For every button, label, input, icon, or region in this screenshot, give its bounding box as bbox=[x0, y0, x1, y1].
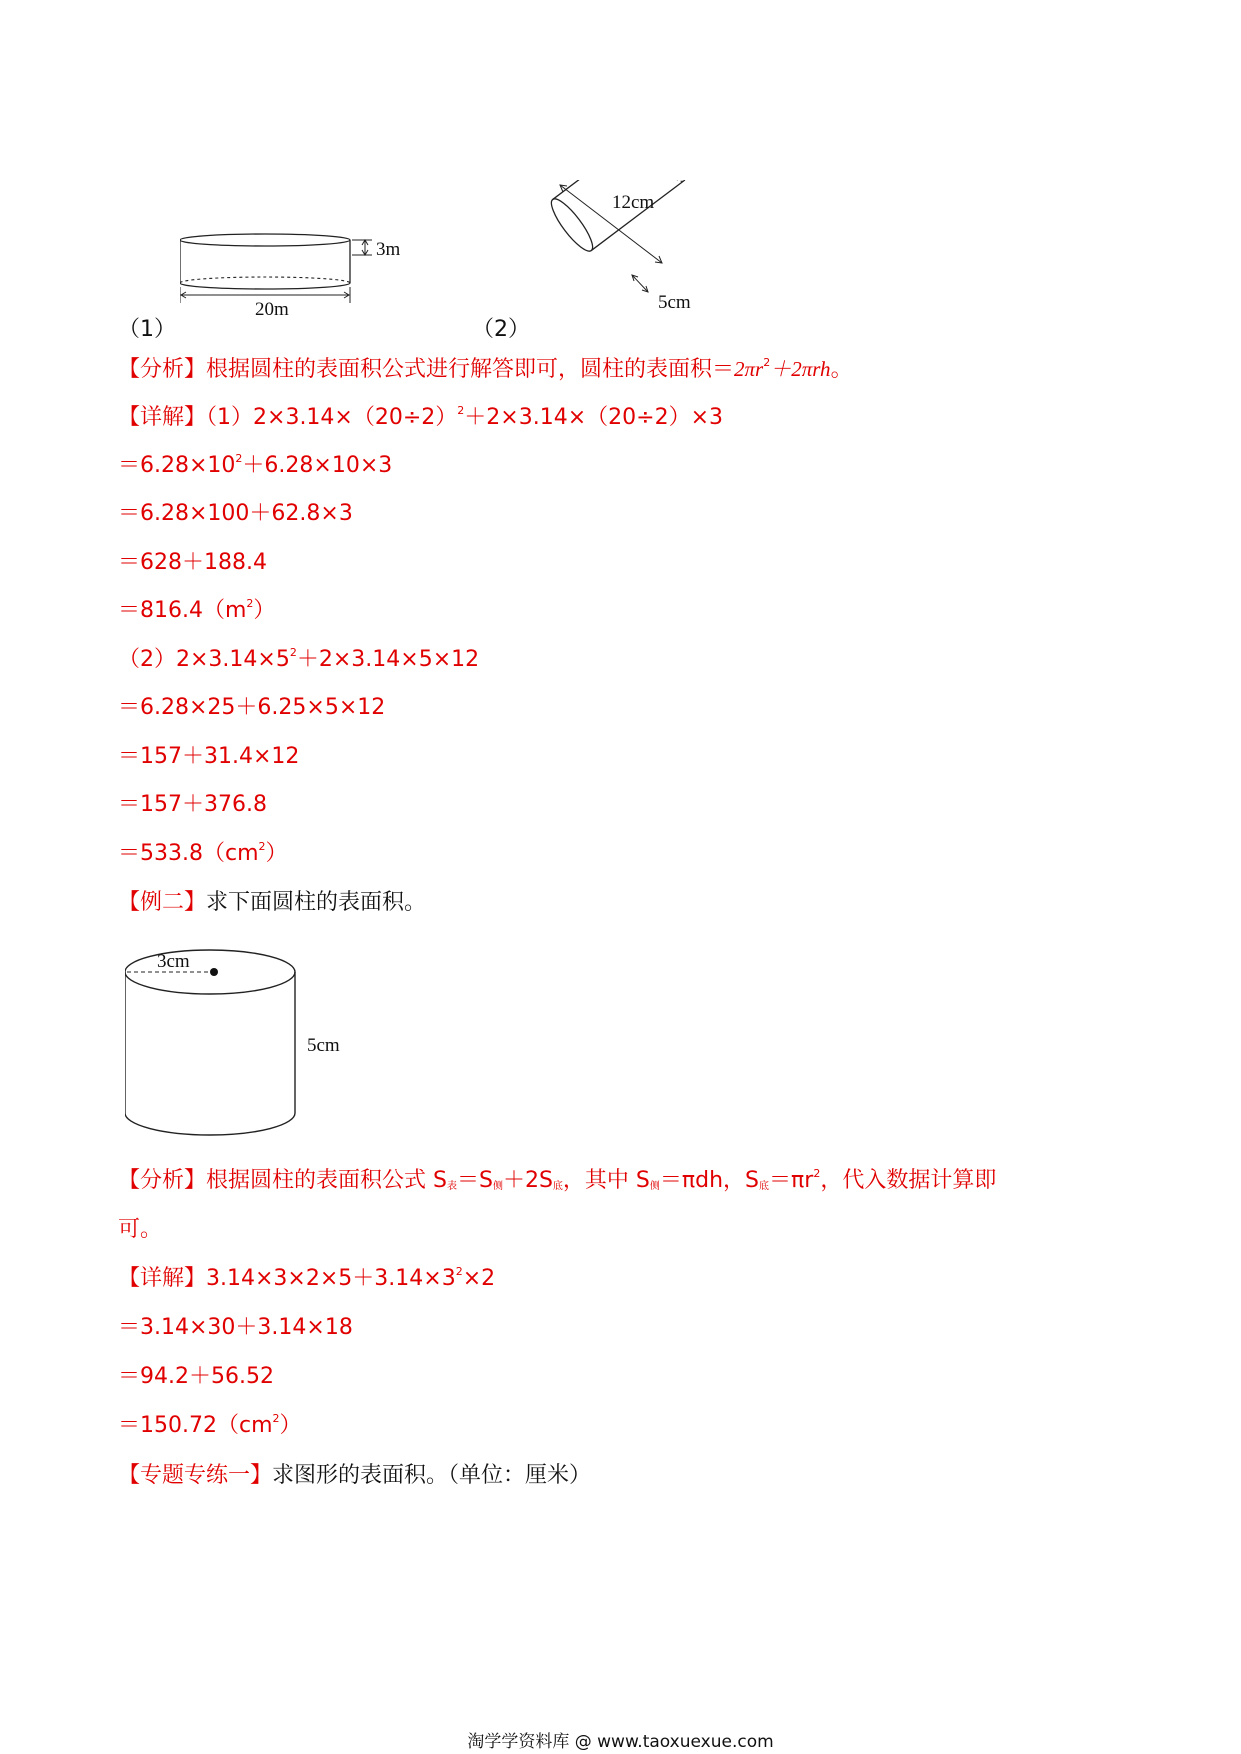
ex2-sub-di: 底 bbox=[552, 1181, 563, 1192]
fig3-height-label: 5cm bbox=[307, 1035, 340, 1056]
ex1-p1-line5 bbox=[118, 596, 275, 626]
ex2-analysis-t7: ，代入数据计算即 bbox=[820, 1168, 997, 1193]
ex2-analysis-t4: ，其中 S bbox=[562, 1168, 650, 1193]
ex1-p1-line1-sq: 2 bbox=[457, 404, 465, 417]
ex1-p2-line3: ＝157＋31.4×12 bbox=[118, 744, 300, 769]
ex2-detail-line4-sq: 2 bbox=[272, 1412, 280, 1425]
ex1-p2-line1b: ＋2×3.14×5×12 bbox=[296, 647, 480, 672]
fig3-radius-label: 3cm bbox=[157, 951, 190, 972]
ex1-formula-part2: ＋2πrh bbox=[770, 357, 831, 381]
ex1-p1-line2b: ＋6.28×10×3 bbox=[242, 453, 393, 478]
ex2-detail-line4 bbox=[118, 1411, 302, 1441]
ex1-p2-line2: ＝6.28×25＋6.25×5×12 bbox=[118, 695, 386, 720]
ex1-p2-line5 bbox=[118, 839, 288, 869]
ex1-p2-line5a: ＝533.8（cm bbox=[118, 841, 259, 866]
ex2-analysis-t1: 根据圆柱的表面积公式 S bbox=[206, 1168, 447, 1193]
ex1-p1-line2a: ＝6.28×10 bbox=[118, 453, 236, 478]
ex1-p1-line4: ＝628＋188.4 bbox=[118, 550, 267, 575]
ex1-p1-line2 bbox=[118, 451, 392, 481]
practice-tag: 【专题专练一】 bbox=[118, 1463, 273, 1488]
figure-2-cylinder bbox=[540, 180, 710, 320]
ex1-p1-line5-sq: 2 bbox=[246, 597, 254, 610]
practice-line bbox=[118, 1461, 591, 1491]
ex1-p2-line1a: （2）2×3.14×5 bbox=[118, 647, 290, 672]
ex1-p2-line1 bbox=[118, 645, 479, 675]
ex2-sub-biao: 表 bbox=[446, 1181, 457, 1192]
ex2-analysis-tag: 【分析】 bbox=[118, 1168, 207, 1193]
figure-1-cylinder bbox=[180, 225, 420, 320]
ex2-analysis-t5: ＝πdh，S bbox=[659, 1168, 760, 1193]
ex1-analysis-text: 根据圆柱的表面积公式进行解答即可，圆柱的表面积＝ bbox=[206, 357, 735, 382]
fig1-height-label: 3m bbox=[376, 239, 401, 260]
ex1-p1-line1a: （1）2×3.14×（20÷2） bbox=[206, 405, 458, 430]
ex2-detail-line1b: ×2 bbox=[462, 1266, 496, 1291]
ex2-analysis-t2: ＝S bbox=[456, 1168, 493, 1193]
ex2-detail-line3: ＝94.2＋56.52 bbox=[118, 1364, 274, 1389]
ex1-formula-part1: 2πr bbox=[734, 357, 764, 381]
practice-text: 求图形的表面积。（单位：厘米） bbox=[272, 1463, 592, 1488]
fig1-number: （1） bbox=[118, 317, 176, 342]
ex1-detail-tag: 【详解】 bbox=[118, 405, 207, 430]
ex1-p1-line5b: ） bbox=[253, 598, 276, 623]
ex1-analysis bbox=[118, 354, 853, 385]
ex1-formula-sq: 2 bbox=[763, 356, 771, 369]
ex2-detail-line4a: ＝150.72（cm bbox=[118, 1413, 273, 1438]
ex2-analysis-line1 bbox=[118, 1166, 996, 1196]
ex1-analysis-end: 。 bbox=[830, 357, 853, 382]
ex1-p1-line2-sq: 2 bbox=[235, 452, 243, 465]
ex1-p2-line4: ＝157＋376.8 bbox=[118, 792, 267, 817]
ex2-question-line bbox=[118, 888, 426, 918]
ex1-p1-line3: ＝6.28×100＋62.8×3 bbox=[118, 501, 353, 526]
ex2-detail-line2: ＝3.14×30＋3.14×18 bbox=[118, 1315, 353, 1340]
ex2-detail-line4b: ） bbox=[279, 1413, 302, 1438]
fig2-length-label: 12cm bbox=[612, 192, 655, 213]
ex1-p2-line5b: ） bbox=[265, 841, 288, 866]
footer-watermark: 淘学学资料库 @ www.taoxuexue.com bbox=[467, 1732, 774, 1752]
ex2-detail-tag: 【详解】 bbox=[118, 1266, 207, 1291]
ex2-analysis-t6: ＝πr bbox=[769, 1168, 814, 1193]
ex2-tag: 【例二】 bbox=[118, 890, 207, 915]
fig2-number: （2） bbox=[472, 317, 530, 342]
ex2-detail-line1 bbox=[118, 1264, 495, 1294]
figure-3-cylinder bbox=[125, 945, 365, 1145]
ex1-p1-line1b: ＋2×3.14×（20÷2）×3 bbox=[464, 405, 724, 430]
ex1-p2-line5-sq: 2 bbox=[258, 840, 266, 853]
fig2-diameter-label: 5cm bbox=[658, 292, 691, 313]
ex2-sub-ce-2: 侧 bbox=[649, 1181, 660, 1192]
ex1-detail-line1 bbox=[118, 403, 723, 433]
ex2-question: 求下面圆柱的表面积。 bbox=[206, 890, 427, 915]
ex1-p2-line1-sq: 2 bbox=[289, 646, 297, 659]
ex2-analysis-t3: ＋2S bbox=[502, 1168, 553, 1193]
ex2-analysis-line2: 可。 bbox=[118, 1217, 163, 1242]
ex1-analysis-tag: 【分析】 bbox=[118, 357, 207, 382]
ex2-sub-di-2: 底 bbox=[759, 1181, 770, 1192]
fig1-length-label: 20m bbox=[255, 299, 289, 320]
ex2-analysis-sq: 2 bbox=[813, 1167, 821, 1180]
ex2-detail-line1-sq: 2 bbox=[455, 1265, 463, 1278]
ex2-sub-ce: 侧 bbox=[492, 1181, 503, 1192]
ex1-p1-line5a: ＝816.4（m bbox=[118, 598, 247, 623]
ex2-detail-line1a: 3.14×3×2×5＋3.14×3 bbox=[206, 1266, 456, 1291]
